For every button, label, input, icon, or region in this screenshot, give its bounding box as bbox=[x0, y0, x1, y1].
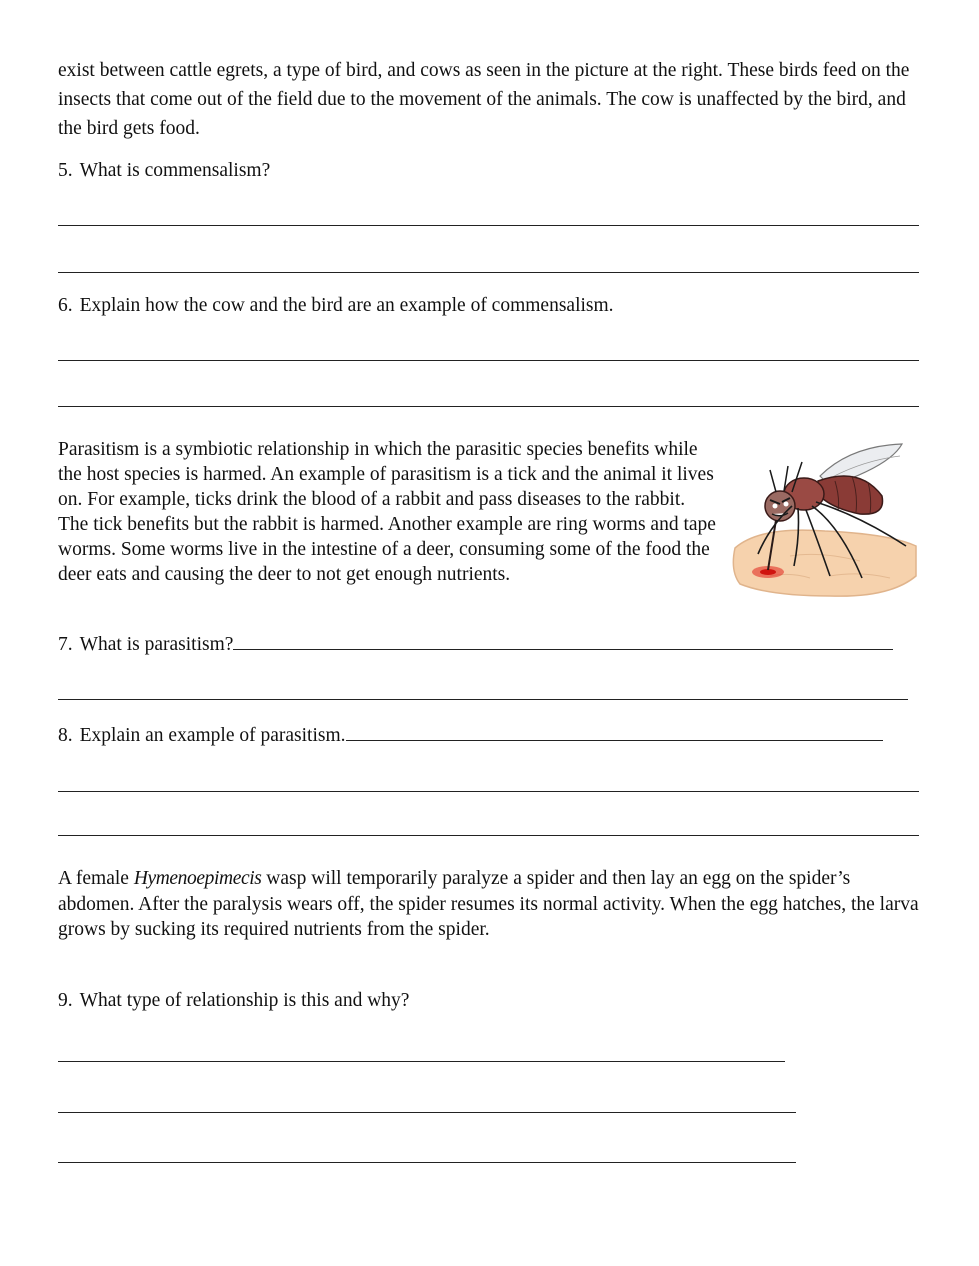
parasitism-paragraph: Parasitism is a symbiotic relationship in which the parasitic species benefits while the host species is harmed. An example of parasitism is a tick and the animal it lives on. For example, ticks drink the blood of a rabbit and pass diseases to the rabbit. The tick benefits but the rabbit is harmed. Another example are ring worms and tape worms. Some worms live in the intestine of a deer, consuming some of the food the deer eats and causing the deer to not get enough nutrients. bbox=[58, 439, 716, 585]
question-number: 5. bbox=[58, 160, 73, 181]
answer-line[interactable] bbox=[58, 272, 919, 273]
wasp-paragraph bbox=[58, 866, 928, 943]
abdomen bbox=[818, 476, 883, 514]
question-9 bbox=[58, 990, 409, 1012]
question-6 bbox=[58, 295, 614, 317]
answer-line[interactable] bbox=[58, 406, 919, 407]
species-name: Hymenoepimecis bbox=[133, 868, 262, 889]
question-text: Explain an example of parasitism. bbox=[79, 725, 346, 746]
answer-line[interactable] bbox=[58, 1112, 796, 1113]
intro-paragraph: exist between cattle egrets, a type of bird, and cows as seen in the picture at the right. These birds feed on the insects that come out of the field due to the movement of the animals. The cow is unaffected by the bird, and the bird gets food. bbox=[58, 60, 910, 139]
question-7 bbox=[58, 634, 893, 656]
paragraph-text: wasp will temporarily paralyze a spider and then lay an egg on the spider’s abdomen. After the paralysis wears off, the spider resumes its normal activity. When the egg hatches, the larva grows by sucking its required nutrients from the spider. bbox=[58, 868, 919, 940]
answer-line[interactable] bbox=[233, 648, 893, 650]
paragraph-text: A female bbox=[58, 868, 134, 889]
question-text: What type of relationship is this and why? bbox=[79, 990, 410, 1011]
question-8 bbox=[58, 725, 883, 747]
question-number: 6. bbox=[58, 295, 73, 316]
answer-line[interactable] bbox=[58, 791, 919, 792]
question-text: What is commensalism? bbox=[79, 160, 271, 181]
question-number: 9. bbox=[58, 990, 73, 1011]
answer-line[interactable] bbox=[58, 360, 919, 361]
answer-line[interactable] bbox=[58, 1061, 785, 1062]
question-text: What is parasitism? bbox=[79, 634, 234, 655]
answer-line[interactable] bbox=[58, 835, 919, 836]
question-number: 8. bbox=[58, 725, 73, 746]
answer-line[interactable] bbox=[58, 1162, 796, 1163]
mosquito-illustration bbox=[730, 436, 920, 601]
answer-line[interactable] bbox=[346, 739, 883, 741]
answer-line[interactable] bbox=[58, 225, 919, 226]
answer-line[interactable] bbox=[58, 699, 908, 700]
question-text: Explain how the cow and the bird are an example of commensalism. bbox=[79, 295, 614, 316]
question-5 bbox=[58, 160, 270, 182]
question-number: 7. bbox=[58, 634, 73, 655]
